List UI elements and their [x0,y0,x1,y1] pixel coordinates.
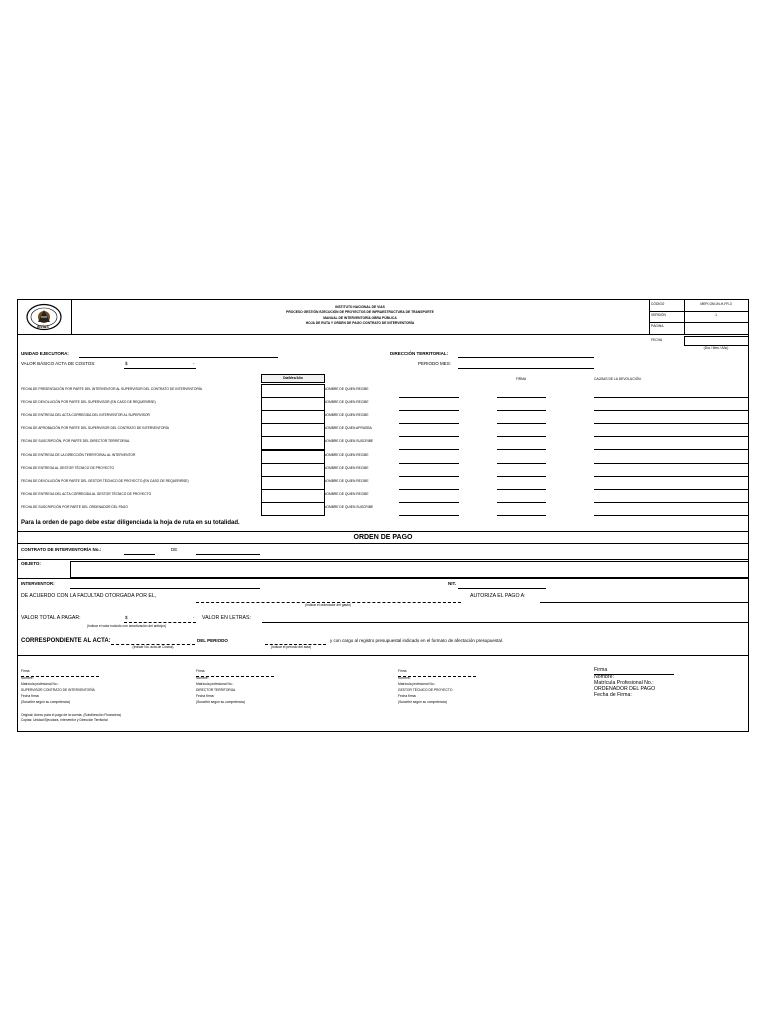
autoriza-field[interactable] [540,602,749,603]
signature-nombre: Nombre: [21,676,34,680]
signature-matricula: Matrícula profesional No.: [398,682,436,686]
route-row-date-field[interactable] [261,423,325,437]
route-row-nombre-label: NOMBRE DE QUIEN RECIBE [324,465,369,470]
header-meta-line [649,311,749,312]
valor-basico-dash: - [193,361,195,366]
route-row-nombre-field[interactable] [399,410,459,411]
signature-cargo: GESTOR TÉCNICO DE PROYECTO [398,688,453,692]
codigo-value: MEPI-GNI-IN-H-FR-3 [700,302,732,306]
route-row-date-field[interactable] [261,436,325,450]
signatures-top-line [17,655,749,656]
direccion-field[interactable] [458,357,594,358]
facultad-label: DE ACUERDO CON LA FACULTAD OTORGADA POR EL, [21,593,157,599]
letras-label: VALOR EN LETRAS: [202,615,251,621]
route-row-firma-field[interactable] [497,476,546,477]
route-row-nombre-field[interactable] [399,397,459,398]
signature-fecha: Fecha firma: [398,694,417,698]
route-row-date-field[interactable] [261,476,325,490]
signature-suscribir: (Suscribir según su competencia) [196,700,245,704]
ordenador-firma: Firma [594,667,608,673]
route-row-nombre-field[interactable] [399,423,459,424]
route-row-nombre-label: NOMBRE DE QUIEN RECIBE [324,400,369,405]
header-line-3: MANUAL DE INTERVENTORÍA OBRA PÚBLICA [323,316,397,320]
route-row-causas-field[interactable] [594,489,749,490]
pagina-label: PÁGINA [651,324,664,328]
signature-firma-label: Firma [398,669,407,673]
route-row-nombre-label: NOMBRE DE QUIEN APRUEBA [324,426,372,431]
route-row-firma-field[interactable] [497,502,546,503]
logo-text: INVÍAS [37,325,49,329]
route-row-nombre-field[interactable] [399,449,459,450]
ordenador-nombre: Nombre: [594,674,614,680]
signature-cargo: SUPERVISOR CONTRATO DE INTERVENTORÍA [21,688,95,692]
ordenador-matricula: Matrícula Profesional No.: [594,680,654,686]
header-line-1: INSTITUTO NACIONAL DE VIAS [335,305,385,309]
periodo-hint: (Indicar el período del acta) [270,645,312,649]
route-row-nombre-label: NOMBRE DE QUIEN RECIBE [324,491,369,496]
route-row-causas-field[interactable] [594,397,749,398]
valor-total-dash: - [193,615,195,620]
route-row-firma-field[interactable] [497,489,546,490]
signature-fecha: Fecha firma: [21,694,40,698]
route-row-nombre-label: NOMBRE DE QUIEN RECIBE [324,452,369,457]
route-row-nombre-label: NOMBRE DE QUIEN RECIBE [324,478,369,483]
route-row-date-field[interactable] [261,410,325,424]
route-row-nombre-label: NOMBRE DE QUIEN SUSCRIBE [324,504,374,509]
route-row-date-field[interactable] [261,397,325,411]
valor-basico-label: VALOR BÁSICO ACTA DE COSTOS: [21,361,96,366]
contrato-de-label: DE [171,547,178,552]
header-meta-divider-2 [684,299,685,334]
route-row-causas-field[interactable] [594,410,749,411]
signature-fecha: Fecha firma: [196,694,215,698]
fecha-label: FECHA [651,338,663,342]
route-row-causas-field[interactable] [594,449,749,450]
objeto-bottom-line [17,578,749,579]
letras-field[interactable] [262,622,749,623]
signature-cargo: DIRECTOR TERRITORIAL [196,688,236,692]
valor-total-currency: $ [125,615,128,620]
unidad-label: UNIDAD EJECUTORA: [21,351,69,356]
route-row-nombre-field[interactable] [399,515,459,516]
route-row-causas-field[interactable] [594,463,749,464]
signature-matricula: Matrícula profesional No.: [21,682,59,686]
route-row-nombre-label: NOMBRE DE QUIEN SUSCRIBE [324,439,374,444]
route-row-nombre-label: NOMBRE DE QUIEN RECIBE [324,413,369,418]
route-row-nombre-field[interactable] [399,489,459,490]
route-row-description: FECHA DE APROBACIÓN POR PARTE DEL SUPERVISOR DEL CONTRATO DE INTERVENTORÍA [21,426,169,431]
route-note: Para la orden de pago debe estar diligenciada la hoja de ruta en su totalidad. [21,520,240,526]
signature-suscribir: (Suscribir según su competencia) [398,700,447,704]
facultad-hint: (Indicar el ordenador del gasto) [305,603,351,607]
route-row-description: FECHA DE SUSCRIPCIÓN, POR PARTE DEL DIRECTOR TERRITORIAL [21,439,130,444]
autoriza-label: AUTORIZA EL PAGO A: [470,593,526,599]
valor-total-label: VALOR TOTAL A PAGAR: [21,615,81,621]
valor-total-field[interactable] [124,622,196,623]
version-label: VERSIÓN [651,313,666,317]
header-logo-divider [71,299,72,334]
route-row-description: FECHA DE ENTREGA AL GESTOR TÉCNICO DE PROYECTO [21,465,115,470]
cargo-text: y con cargo al registro presupuestal indicado en el formato de afectación presupuestal. [330,638,504,643]
interventor-label: INTERVENTOR: [21,581,55,586]
header-bottom-line [17,334,749,335]
signature-nombre: Nombre: [196,676,209,680]
contrato-date-field[interactable] [196,554,260,555]
fecha-format: (Día / Mes / Año) [703,346,729,350]
route-row-nombre-field[interactable] [399,436,459,437]
route-row-firma-field[interactable] [497,423,546,424]
objeto-label: OBJETO: [21,561,41,566]
route-row-date-field[interactable] [261,489,325,503]
route-row-firma-field[interactable] [497,449,546,450]
orden-title-line [17,543,749,544]
route-row-description: FECHA DE PRESENTACIÓN POR PARTE DEL INTERVENTOR AL SUPERVISOR DEL CONTRATO DE INTERVENTORÍA [21,387,202,391]
contrato-field[interactable] [124,554,155,555]
route-row-nombre-field[interactable] [399,476,459,477]
route-row-causas-field[interactable] [594,436,749,437]
header-meta-divider [649,299,650,334]
route-row-nombre-field[interactable] [399,502,459,503]
correspondiente-label: CORRESPONDIENTE AL ACTA: [21,638,111,644]
interventor-field[interactable] [70,588,260,589]
route-row-causas-field[interactable] [594,476,749,477]
objeto-top-line [17,559,749,560]
correspondiente-hint: (Indicar No. acta de Costos) [132,645,174,649]
header-meta-line [649,322,749,323]
causas-header: CAUSAS DE LA DEVOLUCIÓN: [594,377,642,381]
route-row-description: FECHA DE ENTREGA DEL ACTA CORREGIDA AL GESTOR TÉCNICO DE PROYECTO [21,491,152,496]
header-line-4: HOJA DE RUTA Y ORDEN DE PAGO CONTRATO DE INTERVENTORÍA [305,321,415,325]
orden-title: ORDEN DE PAGO [353,534,413,541]
valor-basico-field[interactable] [124,368,196,369]
periodo-mes-label: PERIODO MES: [418,361,452,366]
version-value: 1 [715,313,717,317]
signature-nombre: Nombre: [398,676,411,680]
route-row-causas-field[interactable] [594,502,749,503]
valor-basico-currency: $ [125,361,128,366]
route-row-nombre-label: NOMBRE DE QUIEN RECIBE [324,387,369,391]
route-row-date-field[interactable] [261,463,325,477]
orden-top-line [17,531,749,532]
route-row-description: FECHA DE ENTREGA DE LA DIRECCIÓN TERRITORIAL AL INTERVENTOR [21,452,136,457]
route-row-date-field[interactable] [261,502,325,516]
route-row-firma-field[interactable] [497,515,546,516]
signature-firma-label: Firma [196,669,205,673]
route-row-description: FECHA DE DEVOLUCIÓN POR PARTE DEL SUPERVISOR (EN CASO DE REQUERIRSE) [21,400,156,405]
route-row-firma-field[interactable] [497,463,546,464]
signature-suscribir: (Suscribir según su competencia) [21,700,70,704]
unidad-field[interactable] [79,357,278,358]
firma-header: FIRMA [515,377,527,381]
route-row-causas-field[interactable] [594,515,749,516]
route-row-description: FECHA DE DEVOLUCIÓN POR PARTE DEL GESTOR TÉCNICO DE PROYECTO (EN CASO DE REQUERIRSE) [21,478,189,483]
route-row-date-field[interactable] [261,384,325,398]
route-row-firma-field[interactable] [497,410,546,411]
periodo-label: DEL PERIODO [197,638,228,643]
route-row-causas-field[interactable] [594,423,749,424]
route-row-description: FECHA DE SUSCRIPCIÓN POR PARTE DEL ORDENADOR DEL PAGO [21,504,128,509]
route-row-date-field[interactable] [261,450,325,464]
direccion-label: DIRECCIÓN TERRITORIAL: [390,351,449,356]
route-row-description: FECHA DE ENTREGA DEL ACTA CORREGIDA DEL INTERVENTOR AL SUPERVISOR [21,413,150,418]
contrato-label: CONTRATO DE INTERVENTORÍA No.: [21,547,102,552]
footer-line-2: Copias: Unidad Ejecutora, Interventor y Dirección Territorial [21,718,108,722]
periodo-mes-field[interactable] [458,368,594,369]
signature-matricula: Matrícula profesional No.: [196,682,234,686]
invias-logo [26,303,62,331]
ordenador-fecha: Fecha de Firma: [594,692,632,698]
signature-firma-label: Firma [21,669,30,673]
ordenador-cargo: ORDENADOR DEL PAGO [594,686,656,692]
route-row-nombre-field[interactable] [399,463,459,464]
footer-line-1: Original: Anexo para el pago de la cuenta. (Subdirección Financiera) [21,713,121,717]
fecha-field[interactable] [684,336,749,346]
codigo-label: CÓDIGO [651,302,665,306]
route-row-firma-field[interactable] [497,397,546,398]
header-line-2: PROCESO GESTIÓN EJECUCIÓN DE PROYECTOS DE INFRAESTRUCTURA DE TRANSPORTE [286,310,434,314]
objeto-field[interactable] [70,561,749,578]
valor-total-hint: (Indicar el valor incluido con amortización del anticipo) [87,624,167,628]
nit-field[interactable] [458,588,546,589]
date-header: Día/Mes/Año [283,376,303,380]
nit-label: NIT. [448,581,457,586]
route-row-firma-field[interactable] [497,436,546,437]
